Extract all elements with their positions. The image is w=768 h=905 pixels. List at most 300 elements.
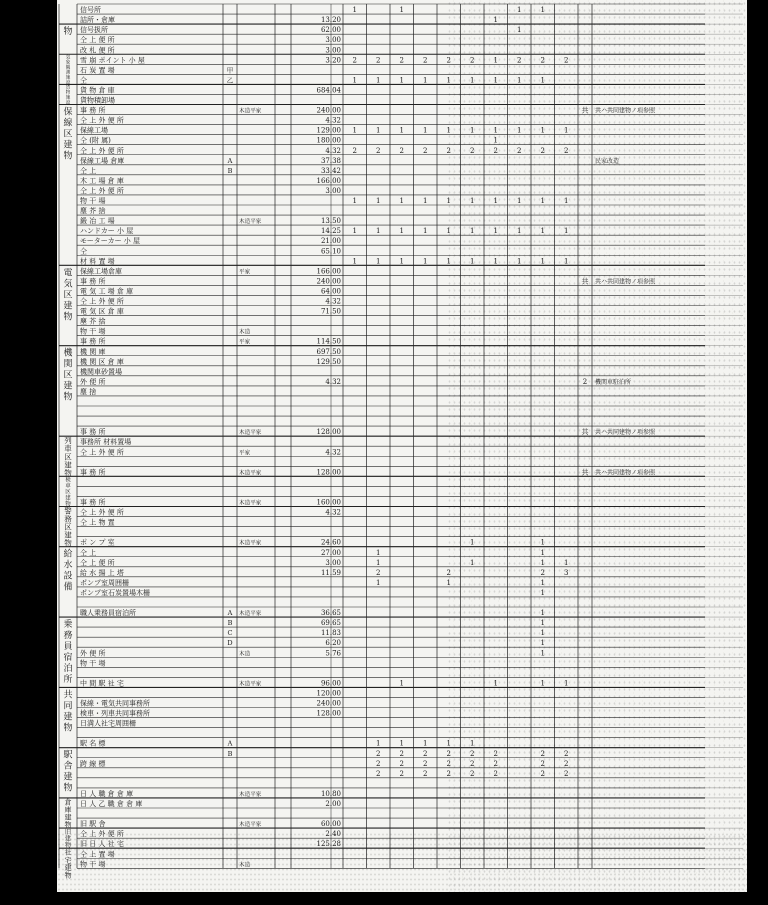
- row-mark: 1: [352, 257, 357, 266]
- row-kind: D: [227, 639, 233, 648]
- row-note: 木造平家: [239, 611, 262, 618]
- row-area: 128.00: [316, 709, 341, 718]
- row-area: 240.00: [316, 106, 341, 115]
- row-mark: 2: [352, 146, 357, 155]
- row-mark: 1: [423, 197, 428, 205]
- row-mark: 2: [376, 146, 381, 155]
- row-mark: 1: [564, 679, 569, 688]
- row-name: 材 料 置 場: [80, 257, 115, 266]
- row-name: 保線工場: [80, 126, 108, 135]
- row-name: 事 務 所: [80, 468, 106, 477]
- row-name: 駅 名 標: [80, 739, 106, 748]
- row-name: 木 工 場 倉 庫: [80, 176, 124, 185]
- row-mark: 1: [376, 558, 381, 567]
- row-mark: 2: [493, 769, 498, 778]
- row-note: 平家: [239, 339, 251, 346]
- row-area: 65.10: [320, 247, 341, 256]
- row-mark: 1: [540, 578, 545, 587]
- group-label: 機関区建物: [63, 348, 73, 403]
- row-mark: 2: [376, 749, 381, 758]
- row-mark: 1: [376, 739, 381, 748]
- row-area: 240.00: [316, 699, 341, 708]
- row-mark: 2: [540, 769, 545, 778]
- row-mark: 1: [564, 227, 569, 236]
- row-mark: 1: [399, 739, 404, 748]
- row-name: 給 水 揚 上 塔: [80, 568, 124, 577]
- row-name: 鍛 冶 工 場: [80, 217, 115, 226]
- row-name: 機 関 庫: [80, 347, 106, 356]
- row-mark: 2: [540, 749, 545, 758]
- row-mark: 1: [493, 679, 498, 688]
- row-area: 3.00: [325, 186, 341, 195]
- row-area: 3.00: [325, 46, 341, 55]
- row-mark: 2: [540, 568, 545, 577]
- row-area: 27.00: [320, 548, 341, 557]
- row-area: 13.50: [320, 217, 341, 226]
- row-name: 仝 上 外 便 所: [80, 830, 124, 839]
- row-total: 共: [581, 468, 589, 477]
- row-note: 木造平家: [239, 822, 262, 829]
- row-remark: 共ハ共同建物ノ項参照: [595, 429, 656, 437]
- row-area: 4.32: [325, 116, 341, 125]
- row-mark: 2: [493, 146, 498, 155]
- row-mark: 1: [517, 26, 522, 35]
- row-mark: 1: [470, 739, 475, 748]
- row-mark: 1: [399, 227, 404, 236]
- row-name: 外 便 所: [80, 377, 106, 386]
- row-area: 6.20: [325, 639, 341, 648]
- row-mark: 2: [470, 749, 475, 758]
- row-area: 37.38: [320, 156, 341, 165]
- row-name: 仝 上 外 便 所: [80, 297, 124, 306]
- row-total: 2: [582, 377, 588, 386]
- row-area: 160.00: [316, 498, 341, 507]
- row-area: 21.00: [320, 237, 341, 246]
- group-label: 倉庫建物: [64, 797, 72, 830]
- row-mark: 1: [493, 257, 498, 266]
- row-name: 物 干 場: [80, 327, 106, 336]
- row-mark: 1: [470, 126, 475, 135]
- row-mark: 1: [376, 126, 381, 135]
- row-mark: 1: [446, 578, 451, 587]
- row-name: 仝 上 便 所: [80, 36, 115, 45]
- row-note: 木造: [239, 862, 251, 869]
- row-mark: 2: [399, 749, 404, 758]
- row-note: 木造: [239, 329, 251, 336]
- row-mark: 1: [493, 126, 498, 135]
- row-area: 11.83: [320, 629, 341, 638]
- row-name: 跨 線 標: [80, 759, 106, 768]
- row-area: 36.65: [320, 609, 341, 618]
- row-mark: 2: [564, 749, 569, 758]
- row-note: 平家: [239, 450, 251, 457]
- row-mark: 1: [376, 548, 381, 557]
- row-area: 4.32: [325, 146, 341, 155]
- row-mark: 1: [470, 257, 475, 266]
- group-label: 給水設備: [63, 549, 73, 593]
- row-mark: 1: [399, 76, 404, 85]
- row-area: 3.00: [325, 558, 341, 567]
- row-mark: 1: [517, 227, 522, 236]
- row-mark: 1: [470, 227, 475, 236]
- row-remark: 共ハ共同建物ノ項参照: [595, 469, 656, 477]
- row-mark: 1: [376, 257, 381, 266]
- group-label: 社宅建物: [64, 847, 72, 880]
- ledger-page: [57, 0, 747, 892]
- row-name: 旧 駅 舎: [80, 820, 106, 829]
- row-name: 仝 上: [80, 166, 97, 175]
- row-mark: 1: [376, 227, 381, 236]
- row-note: 平家: [239, 269, 251, 276]
- row-name: 機 関 区 倉 庫: [80, 357, 124, 366]
- row-name: ポンプ室石炭置場木柵: [80, 588, 150, 597]
- row-mark: 2: [423, 759, 428, 768]
- row-mark: 2: [446, 146, 451, 155]
- row-mark: 1: [352, 76, 357, 85]
- row-name: 仝 上 便 所: [80, 558, 115, 567]
- row-area: 33.42: [320, 166, 341, 175]
- row-area: 4.32: [325, 377, 341, 386]
- group-label: 気象観測施設: [65, 55, 71, 86]
- row-name: 仝 上 外 便 所: [80, 116, 124, 125]
- row-area: 2.00: [325, 800, 341, 808]
- row-mark: 2: [470, 759, 475, 768]
- row-name: 仝 上 外 便 所: [80, 508, 124, 517]
- row-kind: B: [227, 619, 233, 628]
- row-kind: 甲: [226, 66, 234, 75]
- row-mark: 1: [446, 197, 451, 205]
- row-mark: 1: [540, 609, 545, 618]
- row-mark: 1: [446, 227, 451, 236]
- row-name: 仝 上 置 場: [80, 850, 115, 859]
- row-mark: 1: [399, 126, 404, 135]
- group-label: 電気区建物: [63, 268, 73, 323]
- row-mark: 1: [376, 76, 381, 85]
- row-kind: A: [227, 739, 233, 748]
- row-area: 129.50: [316, 357, 341, 366]
- row-mark: 1: [376, 578, 381, 587]
- row-mark: 2: [446, 749, 451, 758]
- row-mark: 1: [540, 227, 545, 236]
- row-mark: 2: [564, 56, 569, 65]
- row-mark: 1: [493, 56, 498, 65]
- row-mark: 1: [446, 257, 451, 266]
- row-name: 雪 崩 ポイント 小 屋: [80, 56, 145, 65]
- row-name: 電 気 工 場 倉 庫: [80, 287, 134, 296]
- row-name: 仝: [80, 76, 87, 85]
- row-note: 木造: [239, 651, 251, 658]
- row-mark: 2: [376, 759, 381, 768]
- row-name: 事 務 所: [80, 428, 106, 437]
- row-area: 120.00: [316, 689, 341, 698]
- row-mark: 1: [399, 197, 404, 205]
- row-name: 機関車砂置場: [80, 367, 122, 376]
- row-area: 128.00: [316, 428, 341, 437]
- row-mark: 2: [564, 759, 569, 768]
- row-mark: 1: [540, 548, 545, 557]
- row-name: 物 干 場: [80, 197, 106, 205]
- row-mark: 1: [493, 227, 498, 236]
- row-area: 62.00: [320, 26, 341, 35]
- row-mark: 1: [517, 257, 522, 266]
- row-kind: B: [227, 166, 233, 175]
- row-mark: 2: [540, 759, 545, 768]
- row-area: 697.50: [316, 347, 341, 356]
- row-mark: 1: [540, 649, 545, 658]
- row-mark: 1: [564, 558, 569, 567]
- row-mark: 1: [470, 558, 475, 567]
- row-mark: 1: [446, 739, 451, 748]
- row-name: 仝 上 外 便 所: [80, 146, 124, 155]
- row-name: 詰所・倉庫: [80, 16, 115, 25]
- row-kind: 乙: [226, 76, 234, 85]
- row-mark: 1: [446, 76, 451, 85]
- row-name: 信号扱所: [80, 26, 108, 35]
- row-name: 物 干 場: [80, 860, 106, 869]
- row-name: 仝 上: [80, 548, 97, 557]
- row-mark: 1: [517, 6, 522, 15]
- row-area: 166.00: [316, 267, 341, 276]
- row-mark: 1: [540, 257, 545, 266]
- row-mark: 2: [540, 56, 545, 65]
- row-area: 4.32: [325, 448, 341, 457]
- row-name: 事 務 所: [80, 498, 106, 507]
- row-mark: 1: [540, 639, 545, 648]
- row-area: 96.00: [320, 679, 341, 688]
- row-name: 仝: [80, 247, 87, 256]
- row-total: 共: [581, 428, 589, 437]
- row-mark: 1: [540, 558, 545, 567]
- row-mark: 1: [493, 76, 498, 85]
- row-mark: 3: [564, 568, 569, 577]
- row-mark: 2: [399, 56, 404, 65]
- row-name: 信号所: [80, 6, 101, 15]
- row-name: 外 便 所: [80, 649, 106, 658]
- row-mark: 1: [470, 197, 475, 205]
- group-label: 乗務員宿泊所: [63, 620, 73, 686]
- row-remark: 共ハ共同建物ノ項参照: [595, 107, 656, 115]
- row-mark: 1: [564, 257, 569, 266]
- row-area: 60.00: [320, 820, 341, 829]
- row-area: 4.32: [325, 508, 341, 517]
- row-mark: 1: [399, 679, 404, 688]
- row-mark: 1: [564, 126, 569, 135]
- row-name: 仝 上 物 置: [80, 518, 115, 527]
- row-name: 改 札 便 所: [80, 46, 115, 55]
- group-label: 検車区建物: [65, 477, 71, 508]
- row-mark: 2: [376, 568, 381, 577]
- row-name: 貨 物 倉 庫: [80, 86, 115, 95]
- row-note: 木造平家: [239, 430, 262, 437]
- row-remark: 共ハ共同建物ノ項参照: [595, 278, 656, 286]
- row-total: 共: [581, 277, 589, 286]
- row-name: ポンプ室周囲柵: [80, 578, 129, 587]
- row-area: 3.20: [325, 56, 341, 65]
- group-label: 貨物施設: [65, 85, 71, 106]
- group-label: 旧建物: [64, 828, 72, 850]
- row-mark: 1: [470, 538, 475, 547]
- row-mark: 2: [564, 769, 569, 778]
- row-name: 物 干 場: [80, 659, 106, 668]
- row-mark: 2: [517, 146, 522, 155]
- row-mark: 1: [540, 126, 545, 135]
- row-name: 中 間 駅 社 宅: [80, 679, 124, 688]
- row-remark: 機関車駐泊所: [595, 378, 632, 386]
- row-mark: 1: [399, 6, 404, 15]
- row-mark: 1: [540, 197, 545, 205]
- row-area: 71.50: [320, 307, 341, 316]
- row-area: 14.25: [320, 227, 341, 236]
- row-name: 検車・列車共同事務所: [80, 709, 150, 718]
- row-area: 13.20: [320, 16, 341, 25]
- row-mark: 1: [540, 629, 545, 638]
- row-mark: 1: [423, 126, 428, 135]
- row-mark: 1: [517, 76, 522, 85]
- row-note: 木造平家: [239, 540, 262, 547]
- row-mark: 1: [446, 126, 451, 135]
- row-mark: 2: [517, 56, 522, 65]
- row-name: 貨物積卸場: [80, 96, 115, 105]
- row-name: 塵 芥 捨: [80, 207, 106, 216]
- row-area: 240.00: [316, 277, 341, 286]
- row-area: 3.00: [325, 36, 341, 45]
- row-area: 5.76: [325, 649, 341, 658]
- row-mark: 1: [540, 76, 545, 85]
- row-area: 166.00: [316, 176, 341, 185]
- group-label: 保線区建物: [63, 107, 73, 162]
- row-name: 日 人 乙 職 倉 倉 庫: [80, 800, 143, 808]
- row-name: 旧 日 人 社 宅: [80, 840, 124, 849]
- row-mark: 1: [517, 126, 522, 135]
- group-label: 列車区建物: [64, 436, 72, 478]
- row-mark: 1: [352, 126, 357, 135]
- row-mark: 2: [446, 568, 451, 577]
- row-mark: 2: [470, 56, 475, 65]
- row-area: 4.32: [325, 297, 341, 306]
- row-name: 事 務 所: [80, 337, 106, 346]
- row-mark: 1: [376, 197, 381, 205]
- row-name: 事 務 所: [80, 277, 106, 286]
- row-name: 保線工場倉庫: [80, 267, 122, 276]
- group-label: 駅舎建物: [63, 750, 73, 794]
- row-mark: 2: [423, 769, 428, 778]
- row-name: 仝 (附 属): [80, 136, 111, 145]
- row-note: 木造平家: [239, 470, 262, 477]
- row-mark: 2: [493, 749, 498, 758]
- row-name: 電 気 区 倉 庫: [80, 307, 124, 316]
- group-label: 物: [63, 27, 73, 38]
- row-area: 129.00: [316, 126, 341, 135]
- row-area: 114.50: [316, 337, 341, 346]
- row-note: 木造平家: [239, 219, 262, 226]
- row-area: 10.80: [320, 789, 341, 798]
- row-area: 125.28: [316, 840, 341, 849]
- row-mark: 1: [470, 76, 475, 85]
- row-name: ポ ン プ 室: [80, 538, 115, 547]
- ledger-table: [57, 0, 747, 892]
- row-area: 2.40: [325, 830, 341, 839]
- row-name: ハンドカー 小 屋: [80, 227, 134, 236]
- row-mark: 2: [470, 146, 475, 155]
- group-label: 共同建物: [63, 690, 73, 734]
- row-mark: 1: [352, 227, 357, 236]
- row-name: 事務所 材料置場: [80, 438, 132, 447]
- row-name: 日 人 職 倉 倉 庫: [80, 789, 134, 798]
- row-mark: 1: [493, 16, 498, 25]
- row-mark: 1: [540, 619, 545, 628]
- row-area: 684.04: [316, 86, 341, 95]
- row-area: 11.59: [320, 568, 341, 577]
- row-mark: 2: [564, 146, 569, 155]
- row-mark: 1: [517, 197, 522, 205]
- row-mark: 1: [423, 257, 428, 266]
- row-mark: 2: [446, 759, 451, 768]
- row-mark: 1: [540, 538, 545, 547]
- row-kind: B: [227, 749, 233, 758]
- row-mark: 1: [493, 197, 498, 205]
- group-label: 警務区建物: [64, 506, 72, 548]
- row-mark: 2: [376, 56, 381, 65]
- row-name: 塵 捨: [80, 387, 97, 396]
- row-mark: 2: [399, 759, 404, 768]
- row-mark: 2: [399, 146, 404, 155]
- row-area: 69.65: [320, 619, 341, 628]
- row-mark: 1: [423, 739, 428, 748]
- row-mark: 2: [540, 146, 545, 155]
- row-note: 木造平家: [239, 681, 262, 688]
- row-mark: 2: [352, 56, 357, 65]
- row-mark: 2: [376, 769, 381, 778]
- row-note: 木造平家: [239, 500, 262, 507]
- row-area: 24.60: [320, 538, 341, 547]
- row-mark: 2: [423, 749, 428, 758]
- row-area: 180.00: [316, 136, 341, 145]
- row-name: 塵 芥 捨: [80, 317, 106, 326]
- row-name: 保線工場 倉庫: [80, 156, 125, 165]
- row-mark: 2: [446, 56, 451, 65]
- row-name: 日満人社宅周囲柵: [80, 719, 136, 728]
- row-mark: 1: [352, 6, 357, 15]
- row-note: 木造平家: [239, 108, 262, 115]
- row-mark: 1: [540, 6, 545, 15]
- row-mark: 1: [423, 227, 428, 236]
- row-name: 保線・電気共同事務所: [80, 699, 150, 708]
- row-name: 職人乗務員宿泊所: [80, 609, 136, 618]
- row-name: 事 務 所: [80, 106, 106, 115]
- row-mark: 1: [399, 257, 404, 266]
- row-mark: 2: [446, 769, 451, 778]
- row-mark: 2: [423, 146, 428, 155]
- row-kind: C: [227, 629, 233, 638]
- row-mark: 1: [423, 76, 428, 85]
- row-mark: 2: [423, 56, 428, 65]
- row-mark: 1: [352, 197, 357, 205]
- row-total: 共: [581, 106, 589, 115]
- row-name: 石 炭 置 場: [80, 66, 115, 75]
- row-remark: 民家改造: [595, 157, 620, 165]
- row-name: 仝 上 外 便 所: [80, 186, 124, 195]
- row-kind: A: [227, 156, 233, 165]
- row-name: 仝 上 外 便 所: [80, 448, 124, 457]
- row-mark: 1: [540, 679, 545, 688]
- row-mark: 2: [470, 769, 475, 778]
- row-mark: 1: [564, 197, 569, 205]
- row-name: モーターカー 小 屋: [80, 237, 141, 246]
- row-mark: 1: [540, 588, 545, 597]
- row-area: 128.00: [316, 468, 341, 477]
- row-note: 木造平家: [239, 791, 262, 798]
- row-mark: 1: [493, 136, 498, 145]
